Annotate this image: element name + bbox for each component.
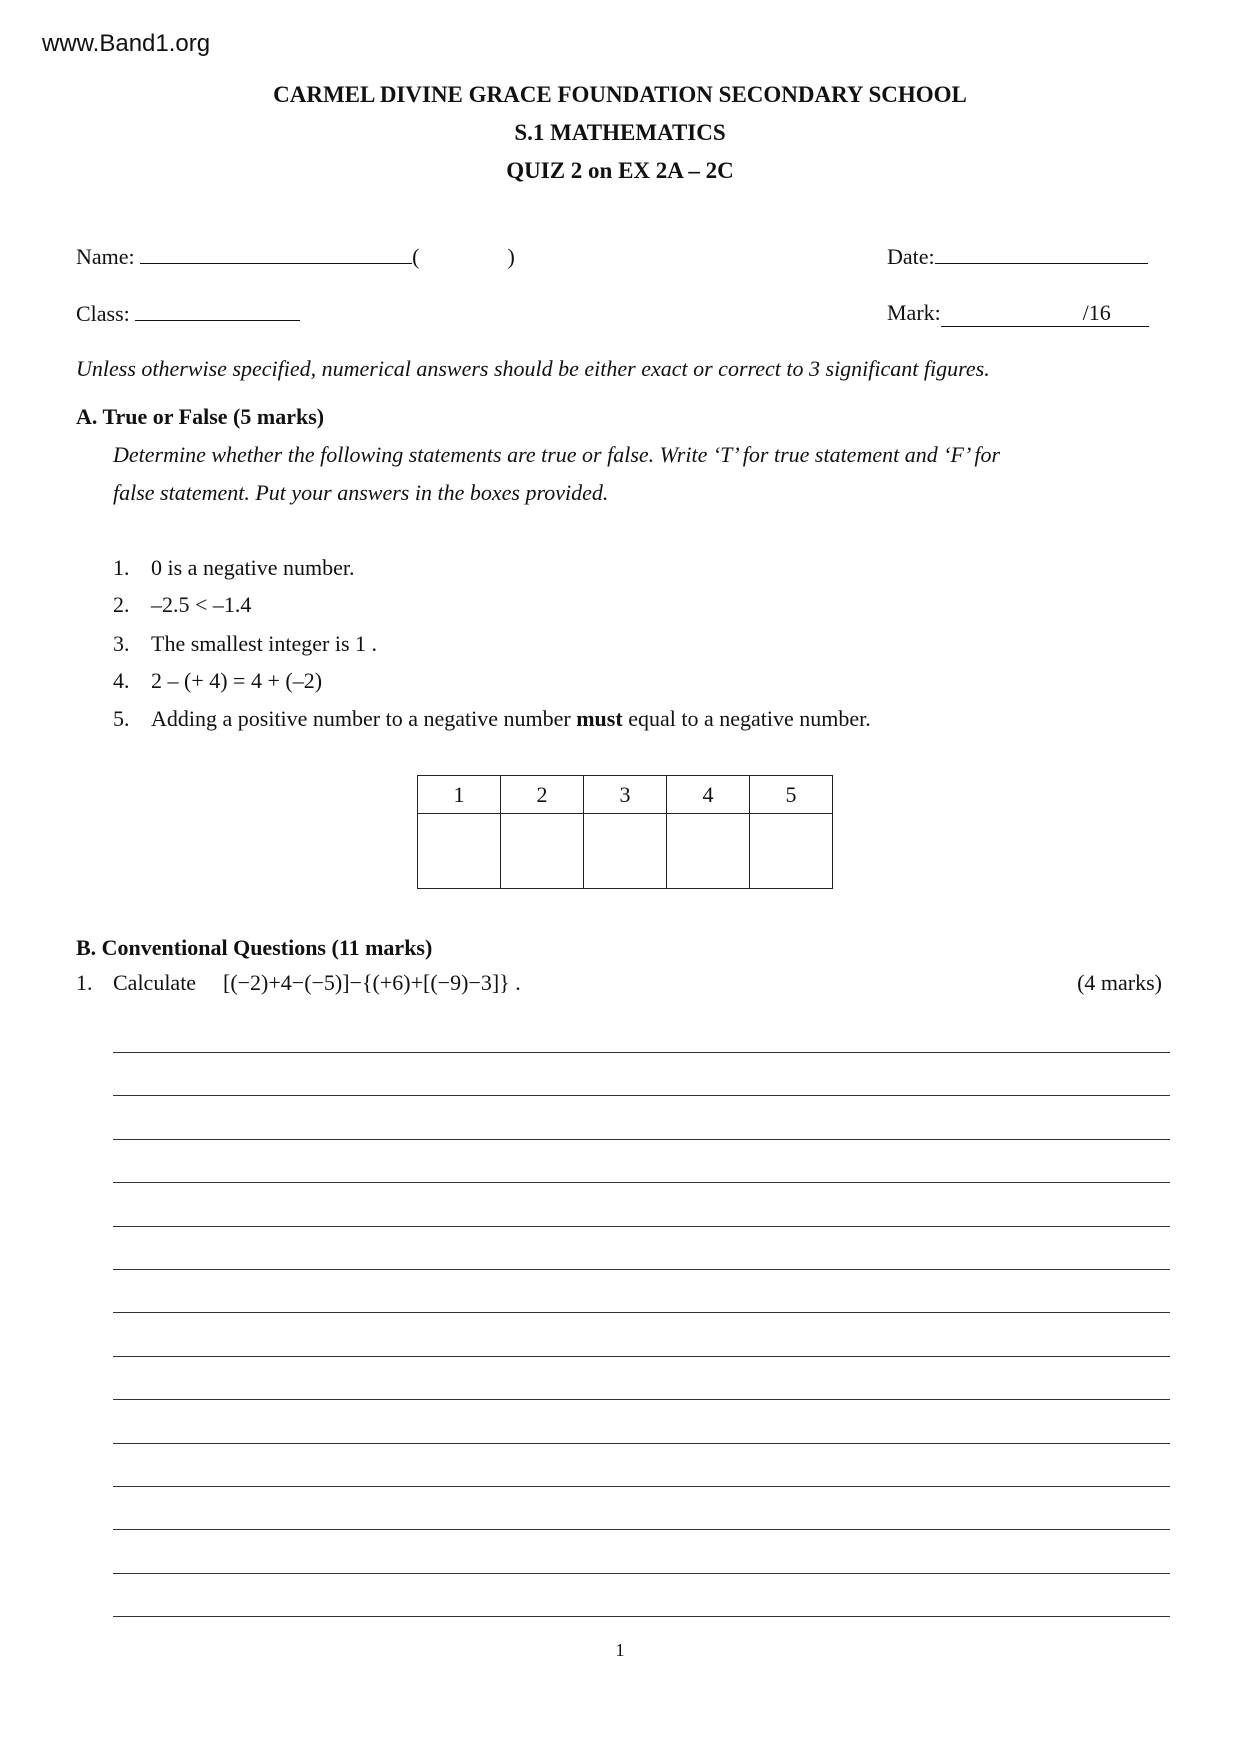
- name-field[interactable]: [76, 243, 515, 270]
- subject-title: S.1 MATHEMATICS: [514, 120, 726, 145]
- watermark: www.Band1.org: [42, 30, 211, 57]
- class-number-open: (: [412, 244, 420, 269]
- question-1-text: Calculate: [113, 970, 197, 995]
- statement-3: 3. The smallest integer is 1 .: [113, 631, 378, 656]
- question-1-number: 1.: [76, 970, 93, 995]
- statement-1: 1. 0 is a negative number.: [113, 555, 355, 580]
- section-a-instruction-2: false statement. Put your answers in the boxes provided.: [113, 480, 609, 505]
- class-blank: [135, 300, 300, 321]
- answer-line: [113, 1052, 1170, 1053]
- answer-header-1: 1: [418, 776, 501, 814]
- quiz-title: QUIZ 2 on EX 2A – 2C: [506, 158, 734, 183]
- class-number-close: ): [507, 244, 515, 269]
- mark-field: [887, 300, 1149, 327]
- class-label: Class:: [76, 301, 130, 326]
- answer-header-5: 5: [750, 776, 833, 814]
- question-1-marks: (4 marks): [1077, 970, 1162, 995]
- answer-line: [113, 1139, 1170, 1140]
- section-a-heading: A. True or False (5 marks): [76, 404, 325, 429]
- date-field[interactable]: [887, 243, 1148, 270]
- answer-box-2[interactable]: [501, 814, 584, 889]
- answer-line: [113, 1226, 1170, 1227]
- answer-header-2: 2: [501, 776, 584, 814]
- answer-box-1[interactable]: [418, 814, 501, 889]
- answer-box-4[interactable]: [667, 814, 750, 889]
- mark-total: /16: [1082, 300, 1111, 325]
- answer-table: [417, 775, 833, 889]
- answer-line: [113, 1486, 1170, 1487]
- date-blank: [935, 243, 1148, 264]
- answer-line: [113, 1443, 1170, 1444]
- answer-line: [113, 1269, 1170, 1270]
- answer-line: [113, 1312, 1170, 1313]
- answer-line: [113, 1529, 1170, 1530]
- answer-box-5[interactable]: [750, 814, 833, 889]
- name-blank: [140, 243, 412, 264]
- class-field[interactable]: [76, 300, 300, 327]
- answer-line: [113, 1095, 1170, 1096]
- answer-header-4: 4: [667, 776, 750, 814]
- answer-line: [113, 1356, 1170, 1357]
- statement-4: 4. 2 – (+ 4) = 4 + (–2): [113, 668, 323, 693]
- page-number: 1: [615, 1640, 625, 1660]
- question-1-expression: [(−2)+4−(−5)]−{(+6)+[(−9)−3]} .: [223, 970, 521, 995]
- answer-header-3: 3: [584, 776, 667, 814]
- name-label: Name:: [76, 244, 135, 269]
- answer-line: [113, 1573, 1170, 1574]
- answer-line: [113, 1616, 1170, 1617]
- statement-5: 5. Adding a positive number to a negative number must equal to a negative number.: [113, 706, 871, 731]
- school-name: CARMEL DIVINE GRACE FOUNDATION SECONDARY SCHOOL: [273, 82, 967, 107]
- date-label: Date:: [887, 244, 935, 269]
- section-b-heading: B. Conventional Questions (11 marks): [76, 935, 433, 960]
- section-a-instruction-1: Determine whether the following statements are true or false. Write ‘T’ for true statement and ‘F’ for: [113, 442, 1001, 467]
- answer-line: [113, 1182, 1170, 1183]
- instructions-note: Unless otherwise specified, numerical answers should be either exact or correct to 3 significant figures.: [76, 356, 990, 381]
- answer-box-3[interactable]: [584, 814, 667, 889]
- answer-line: [113, 1399, 1170, 1400]
- statement-2: 2. –2.5 < –1.4: [113, 592, 252, 617]
- mark-label: Mark:: [887, 300, 941, 325]
